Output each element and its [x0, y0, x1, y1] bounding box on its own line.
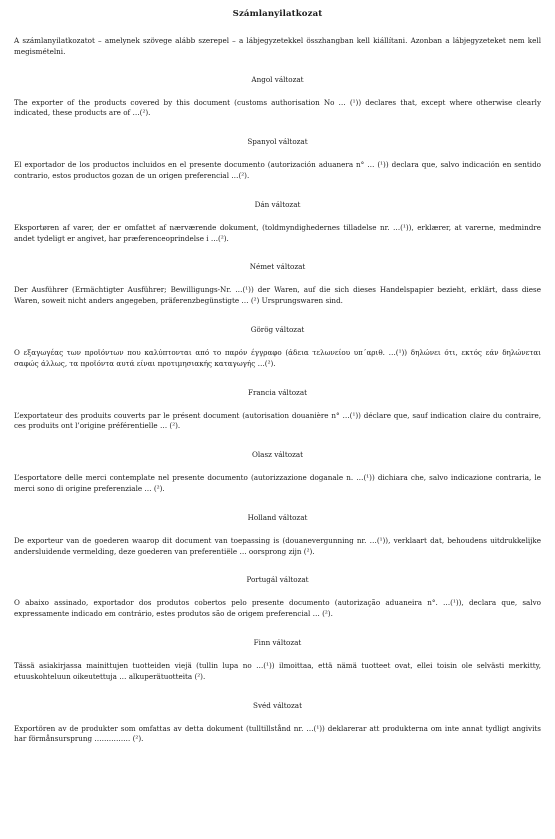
- section-portuguese: [14, 575, 541, 620]
- section-heading: Portugál változat: [246, 575, 309, 585]
- section-text: Ο εξαγωγέας των προϊόντων που καλύπτονται από το παρόν έγγραφο (άδεια τελωνείου υπ΄αριθ. …(¹)) δηλώνει ότι, εκτός εάν δηλώνεται σαφώς άλλως, τα προϊόντα αυτά είναι προτιμησιακής καταγωγής …(²).: [14, 347, 541, 368]
- section-heading: Francia változat: [247, 387, 308, 397]
- section-spanish: [14, 137, 541, 182]
- section-heading: Angol változat: [251, 74, 304, 84]
- section-heading: Finn változat: [253, 637, 302, 647]
- section-dutch: [14, 513, 541, 558]
- section-heading: Olasz változat: [251, 450, 304, 460]
- intro-paragraph: A számlanyilatkozatot – amelynek szövege alább szerepel – a lábjegyzetekkel összhangban kell kiállítani. Azonban a lábjegyzeteket nem kell megismételni.: [14, 36, 541, 56]
- section-heading: Dán változat: [254, 199, 301, 209]
- section-finnish: [14, 638, 541, 683]
- section-text: Der Ausführer (Ermächtigter Ausführer; Bewilligungs-Nr. …(¹)) der Waren, auf die sich dieses Handelspapier bezieht, erklärt, dass diese Waren, soweit nicht anders angegeben, präferenzbegünstigte … (²) Ursprungswaren sind.: [14, 285, 541, 306]
- section-danish: [14, 200, 541, 245]
- section-heading: Spanyol változat: [247, 137, 308, 147]
- section-heading: Holland változat: [247, 512, 308, 522]
- section-italian: [14, 450, 541, 495]
- section-heading: Görög változat: [250, 324, 305, 334]
- section-german: [14, 262, 541, 307]
- document-title: Számlanyilatkozat: [232, 9, 323, 19]
- section-text: Exportören av de produkter som omfattas av detta dokument (tulltillstånd nr. …(¹)) deklarerar att produkterna om inte annat tydligt angivits har förmånsursprung …………… (²).: [14, 723, 541, 744]
- section-french: [14, 388, 541, 433]
- section-text: Tässä asiakirjassa mainittujen tuotteiden viejä (tullin lupa no …(¹)) ilmoittaa, että nämä tuotteet ovat, ellei toisin ole selvästi merkitty, etuuskohteluun oikeutettuja … alkuperätuotteita (²).: [14, 660, 541, 681]
- section-english: [14, 75, 541, 120]
- section-greek: [14, 325, 541, 370]
- section-heading: Svéd változat: [253, 700, 302, 710]
- section-text: O abaixo assinado, exportador dos produtos cobertos pelo presente documento (autorização aduaneira n°. …(¹)), declara que, salvo expressamente indicado em contrário, estes produtos são de origem preferencial … (²).: [14, 598, 541, 619]
- section-text: De exporteur van de goederen waarop dit document van toepassing is (douanevergunning nr. …(¹)), verklaart dat, behoudens uitdrukkelijke andersluidende vermelding, deze goederen van preferentiële … oorsprong zijn (²).: [14, 535, 541, 556]
- section-text: The exporter of the products covered by this document (customs authorisation No … (¹)) declares that, except where otherwise clearly indicated, these products are of …(²).: [14, 97, 541, 118]
- section-text: L’exportateur des produits couverts par le présent document (autorisation douanière n° …(¹)) déclare que, sauf indication claire du contraire, ces produits ont l’origine préférentielle … (²).: [14, 410, 541, 431]
- section-heading: Német változat: [249, 262, 306, 272]
- section-text: El exportador de los productos incluidos en el presente documento (autorización aduanera n° … (¹)) declara que, salvo indicación en sentido contrario, estos productos gozan de un origen preferencial …(²).: [14, 160, 541, 180]
- section-swedish: [14, 701, 541, 746]
- section-text: Eksportøren af varer, der er omfattet af nærværende dokument, (toldmyndighedernes tilladelse nr. …(¹)), erklærer, at varerne, medmindre andet tydeligt er angivet, har præferenceoprindelse i …(²).: [14, 222, 541, 243]
- section-text: L’esportatore delle merci contemplate nel presente documento (autorizzazione doganale n. …(¹)) dichiara che, salvo indicazione contraria, le merci sono di origine preferenziale … (²).: [14, 473, 541, 493]
